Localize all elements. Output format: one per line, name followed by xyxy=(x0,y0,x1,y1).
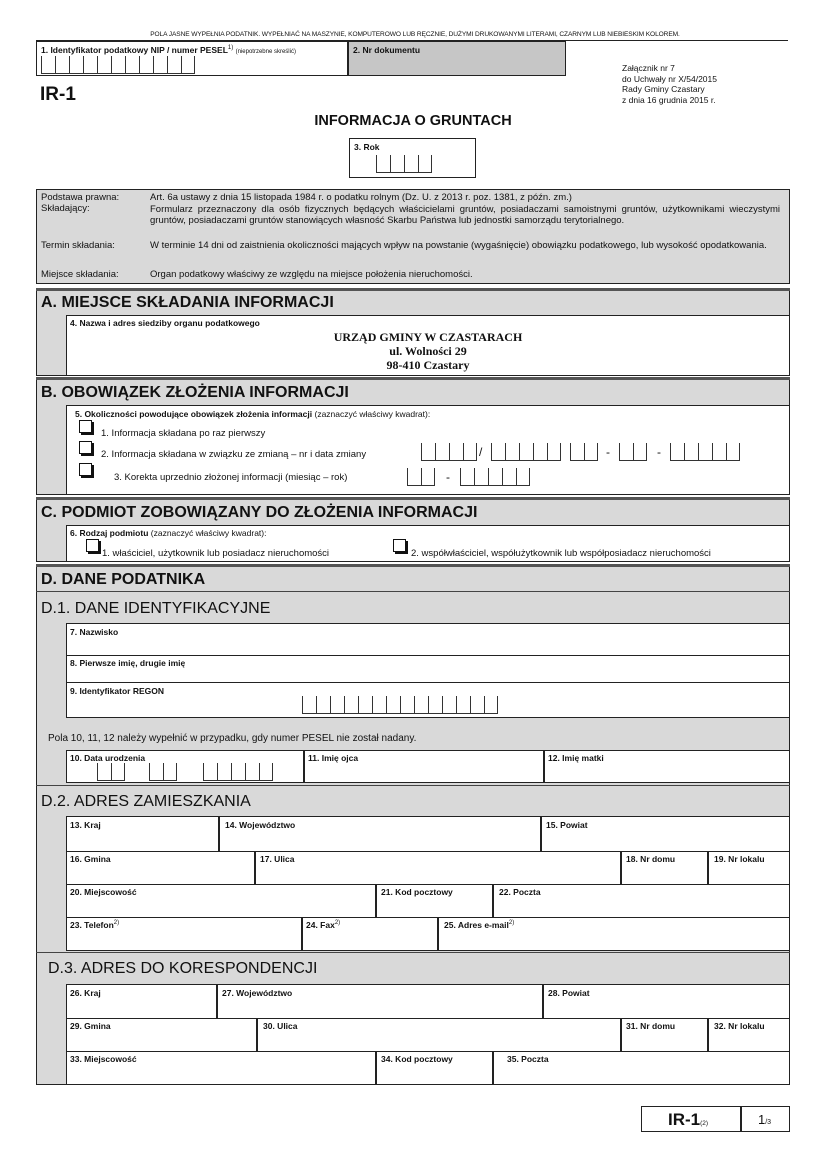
apartment-number-field[interactable] xyxy=(708,851,790,885)
submitter-label: Składający: xyxy=(41,203,90,214)
county-label: 15. Powiat xyxy=(546,820,588,830)
change-day-cells[interactable] xyxy=(570,443,598,461)
post-office-field[interactable] xyxy=(493,884,790,918)
corr-country-field[interactable] xyxy=(66,984,217,1019)
birth-day-cells xyxy=(97,763,125,781)
correction-month-cells[interactable] xyxy=(407,468,435,486)
locality-label: 20. Miejscowość xyxy=(70,887,137,897)
fax-field[interactable] xyxy=(302,917,438,951)
entity-type-hint: (zaznaczyć właściwy kwadrat): xyxy=(150,528,267,538)
footer-form-code: IR-1 xyxy=(668,1110,701,1129)
first-submission-checkbox[interactable] xyxy=(79,420,92,433)
circumstances-hint: (zaznaczyć właściwy kwadrat): xyxy=(314,409,431,419)
fax-note: 2) xyxy=(334,920,341,927)
mother-name-label: 12. Imię matki xyxy=(548,753,604,763)
change-label: 2. Informacja składana w związku ze zmianą – nr i data zmiany xyxy=(101,449,367,460)
footer-page-total: /3 xyxy=(765,1119,772,1126)
correction-label: 3. Korekta uprzednio złożonej informacji (miesiąc – rok) xyxy=(114,472,348,483)
year-field[interactable] xyxy=(349,138,476,178)
section-c-title: C. PODMIOT ZOBOWIĄZANY DO ZŁOŻENIA INFORMACJI xyxy=(41,504,478,521)
footer-form-code-box xyxy=(641,1106,741,1132)
dash-sep-1: - xyxy=(606,445,610,459)
nip-cells xyxy=(41,56,195,74)
birth-date-field[interactable] xyxy=(66,750,304,783)
corr-apartment-number-label: 32. Nr lokalu xyxy=(714,1021,765,1031)
locality-field[interactable] xyxy=(66,884,376,918)
birth-year-cells xyxy=(203,763,273,781)
corr-locality-field[interactable] xyxy=(66,1051,376,1085)
corr-country-label: 26. Kraj xyxy=(70,988,101,998)
regon-field[interactable] xyxy=(66,682,790,718)
document-number-field xyxy=(348,41,566,76)
dash-sep-2: - xyxy=(657,445,661,459)
nip-pesel-field[interactable]: 1. Identyfikator podatkowy NIP / numer PESEL$^{1)}$ (niepotrzebne skreślić) xyxy=(36,41,348,76)
country-field[interactable] xyxy=(66,816,219,852)
house-number-label: 18. Nr domu xyxy=(626,854,676,864)
first-names-label: 8. Pierwsze imię, drugie imię xyxy=(70,658,186,668)
phone-label: 23. Telefon xyxy=(70,920,114,930)
year-label: 3. Rok xyxy=(354,142,380,152)
tax-office-label: 4. Nazwa i adres siedziby organu podatkowego xyxy=(70,318,260,328)
footer-page-number: 1 xyxy=(758,1112,766,1127)
footer-page-box xyxy=(741,1106,790,1132)
d3-title: D.3. ADRES DO KORESPONDENCJI xyxy=(48,960,318,977)
municipality-field[interactable] xyxy=(66,851,255,885)
footer-version: (2) xyxy=(700,1120,709,1127)
fax-label: 24. Fax xyxy=(306,920,335,930)
entity-type-label: 6. Rodzaj podmiotu xyxy=(70,528,149,538)
change-year-cells[interactable] xyxy=(670,443,740,461)
legal-basis-text: Art. 6a ustawy z dnia 15 listopada 1984 r. o podatku rolnym (Dz. U. z 2013 r. poz. 1381, z późn. zm.) xyxy=(150,192,572,203)
birth-date-label: 10. Data urodzenia xyxy=(70,753,146,763)
change-number-cells[interactable] xyxy=(421,443,477,461)
change-number-cells-2[interactable] xyxy=(491,443,561,461)
document-number-label: 2. Nr dokumentu xyxy=(353,45,421,55)
corr-house-number-label: 31. Nr domu xyxy=(626,1021,676,1031)
corr-province-field[interactable] xyxy=(217,984,543,1019)
fill-instruction: POLA JASNE WYPEŁNIA PODATNIK. WYPEŁNIAĆ NA MASZYNIE, KOMPUTEROWO LUB RĘCZNIE, DUŻYMI DRUKOWANYMI LITERAMI, CZARNYM LUB NIEBIESKIM KOLOREM. xyxy=(150,31,680,38)
change-month-cells[interactable] xyxy=(619,443,647,461)
email-label: 25. Adres e-mail xyxy=(444,920,509,930)
corr-locality-label: 33. Miejscowość xyxy=(70,1054,137,1064)
correction-checkbox[interactable] xyxy=(79,463,92,476)
place-label: Miejsce składania: xyxy=(41,269,119,280)
deadline-label: Termin składania: xyxy=(41,240,115,251)
corr-apartment-number-field[interactable] xyxy=(708,1018,790,1052)
d2-title: D.2. ADRES ZAMIESZKANIA xyxy=(41,793,251,810)
tax-office-field xyxy=(66,315,790,376)
phone-field[interactable] xyxy=(66,917,302,951)
corr-street-label: 30. Ulica xyxy=(263,1021,298,1031)
nip-pesel-note: (niepotrzebne skreślić) xyxy=(235,49,296,55)
street-field[interactable] xyxy=(255,851,621,885)
corr-street-field[interactable] xyxy=(257,1018,621,1052)
owner-checkbox[interactable] xyxy=(86,539,99,552)
municipality-label: 16. Gmina xyxy=(70,854,111,864)
slash-sep: / xyxy=(479,445,483,459)
surname-field[interactable] xyxy=(66,623,790,656)
page-title: INFORMACJA O GRUNTACH xyxy=(314,113,512,129)
apartment-number-label: 19. Nr lokalu xyxy=(714,854,765,864)
corr-municipality-label: 29. Gmina xyxy=(70,1021,111,1031)
pesel-note: Pola 10, 11, 12 należy wypełnić w przypadku, gdy numer PESEL nie został nadany. xyxy=(48,733,417,744)
corr-province-label: 27. Województwo xyxy=(222,988,293,998)
tax-office-address: URZĄD GMINY W CZASTARACH ul. Wolności 29 98-410 Czastary xyxy=(333,330,523,372)
co-owner-checkbox[interactable] xyxy=(393,539,406,552)
year-cells xyxy=(376,155,432,173)
email-field[interactable] xyxy=(438,917,790,951)
corr-county-label: 28. Powiat xyxy=(548,988,590,998)
email-note: 2) xyxy=(508,920,515,927)
corr-post-office-field[interactable] xyxy=(493,1051,790,1085)
postal-code-label: 21. Kod pocztowy xyxy=(381,887,453,897)
regon-cells xyxy=(302,696,498,714)
first-submission-label: 1. Informacja składana po raz pierwszy xyxy=(101,428,266,439)
corr-municipality-field[interactable] xyxy=(66,1018,257,1052)
country-label: 13. Kraj xyxy=(70,820,101,830)
circumstances-label: 5. Okoliczności powodujące obowiązek złożenia informacji xyxy=(75,409,313,419)
father-name-field[interactable] xyxy=(304,750,544,783)
dash-sep-3: - xyxy=(446,470,450,484)
owner-label: 1. właściciel, użytkownik lub posiadacz nieruchomości xyxy=(102,548,330,559)
section-d-title: D. DANE PODATNIKA xyxy=(41,571,206,588)
nip-pesel-label: 1. Identyfikator podatkowy NIP / numer PESEL xyxy=(41,45,228,55)
birth-month-cells xyxy=(149,763,177,781)
section-a-title: A. MIEJSCE SKŁADANIA INFORMACJI xyxy=(41,294,334,311)
county-field[interactable] xyxy=(541,816,790,852)
province-label: 14. Województwo xyxy=(225,820,296,830)
form-code: IR-1 xyxy=(40,84,76,105)
corr-post-office-label: 35. Poczta xyxy=(507,1054,549,1064)
place-text: Organ podatkowy właściwy ze względu na miejsce położenia nieruchomości. xyxy=(150,269,473,280)
co-owner-label: 2. współwłaściciel, współużytkownik lub współposiadacz nieruchomości xyxy=(411,548,711,559)
street-label: 17. Ulica xyxy=(260,854,295,864)
change-checkbox[interactable] xyxy=(79,441,92,454)
correction-year-cells[interactable] xyxy=(460,468,530,486)
mother-name-field[interactable] xyxy=(544,750,790,783)
house-number-field[interactable] xyxy=(621,851,708,885)
section-b-title: B. OBOWIĄZEK ZŁOŻENIA INFORMACJI xyxy=(41,384,349,401)
regon-label: 9. Identyfikator REGON xyxy=(70,686,164,696)
corr-postal-code-label: 34. Kod pocztowy xyxy=(381,1054,453,1064)
submitter-text: Formularz przeznaczony dla osób fizycznych będących właścicielami gruntów, posiadaczami samoistnymi gruntów, użytkownikami wieczystymi gruntów, posiadaczami gruntów stanowiących własność Skarbu Państwa lub jednostki samorządu terytorialnego. xyxy=(150,204,780,226)
post-office-label: 22. Poczta xyxy=(499,887,541,897)
corr-county-field[interactable] xyxy=(543,984,790,1019)
legal-basis-label: Podstawa prawna: xyxy=(41,192,120,203)
corr-postal-code-field[interactable] xyxy=(376,1051,493,1085)
first-names-field[interactable] xyxy=(66,655,790,683)
deadline-text: W terminie 14 dni od zaistnienia okoliczności mających wpływ na powstanie (wygaśnięcie) obowiązku podatkowego, lub wysokość opodatkowania. xyxy=(150,240,767,251)
postal-code-field[interactable] xyxy=(376,884,493,918)
phone-note: 2) xyxy=(113,920,120,927)
corr-house-number-field[interactable] xyxy=(621,1018,708,1052)
attachment-note: Załącznik nr 7 do Uchwały nr X/54/2015 Rady Gminy Czastary z dnia 16 grudnia 2015 r. xyxy=(622,63,717,105)
d1-title: D.1. DANE IDENTYFIKACYJNE xyxy=(41,600,271,617)
province-field[interactable] xyxy=(219,816,541,852)
father-name-label: 11. Imię ojca xyxy=(308,753,359,763)
surname-label: 7. Nazwisko xyxy=(70,627,119,637)
